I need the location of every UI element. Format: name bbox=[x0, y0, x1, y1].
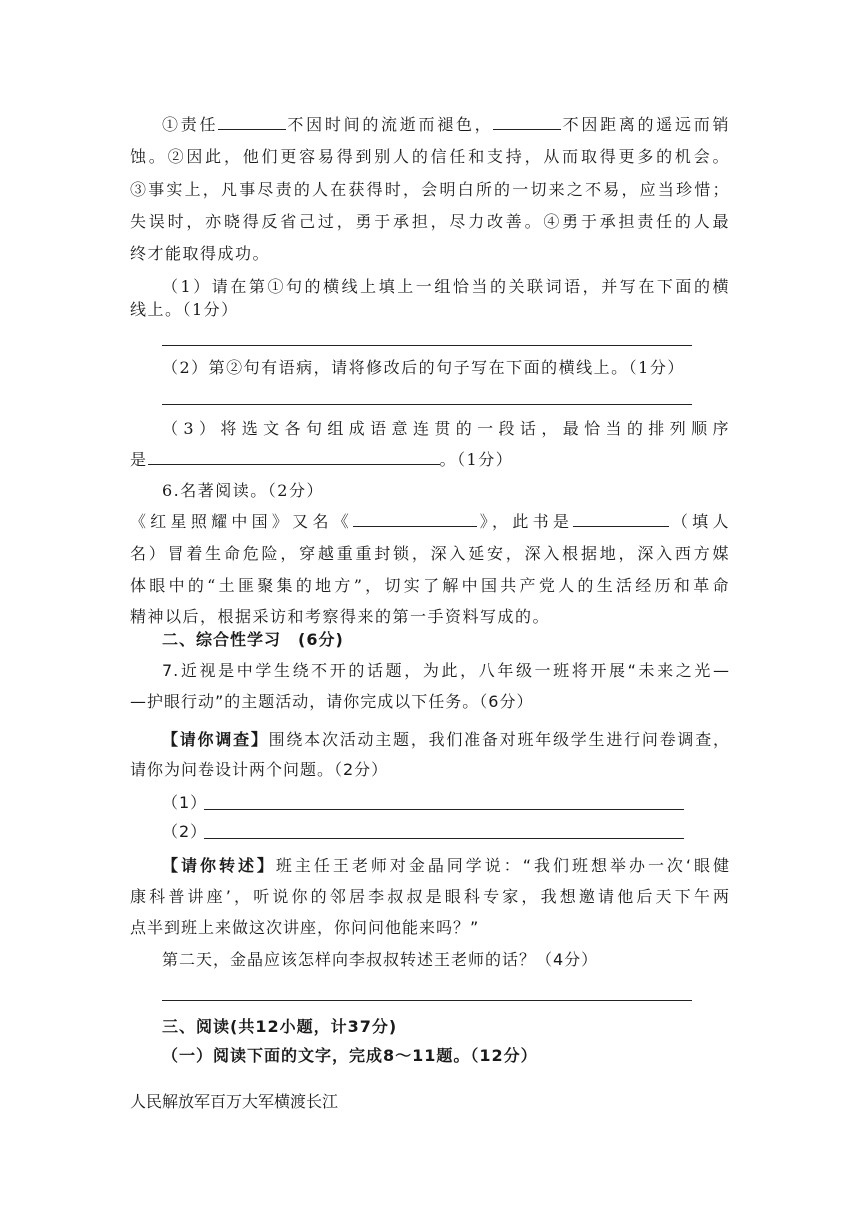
relay-question: 第二天，金晶应该怎样向李叔叔转述王老师的话？（4分） bbox=[162, 950, 599, 969]
question-6-text: 《红星照耀中国》又名《 bbox=[130, 512, 353, 531]
survey-task-line bbox=[162, 730, 730, 750]
sentence-1-start: ①责任 bbox=[162, 115, 219, 134]
answer-line-q2[interactable] bbox=[162, 404, 692, 405]
question-6-text: 》，此书是 bbox=[477, 512, 574, 531]
question-6-line: 名）冒着生命危险，穿越重重封锁，深入延安，深入根据地，深入西方媒 bbox=[130, 544, 730, 563]
article-title: 人民解放军百万大军横渡长江 bbox=[130, 1092, 339, 1111]
question-7-line: —护眼行动”的主题活动，请你完成以下任务。（6分） bbox=[130, 692, 534, 711]
relay-task-line: 点半到班上来做这次讲座，你问问他能来吗？” bbox=[130, 918, 480, 937]
answer-line-survey-2[interactable] bbox=[204, 838, 684, 839]
question-3-score: 。（1分） bbox=[439, 450, 514, 469]
section-2-title: 二、综合性学习 (6分) bbox=[162, 630, 344, 649]
survey-tag: 【请你调查】 bbox=[162, 730, 269, 749]
section-3-sub1: （一）阅读下面的文字，完成8～11题。（12分） bbox=[162, 1046, 538, 1065]
blank-order[interactable] bbox=[148, 449, 440, 465]
paragraph-line: 蚀。②因此，他们更容易得到别人的信任和支持，从而取得更多的机会。 bbox=[130, 147, 730, 166]
answer-line-survey-1[interactable] bbox=[204, 809, 684, 810]
blank-2[interactable] bbox=[493, 114, 561, 130]
question-6-line: 精神以后，根据采访和考察得来的第一手资料写成的。 bbox=[130, 607, 551, 626]
survey-item-2: （2） bbox=[162, 822, 208, 841]
blank-author[interactable] bbox=[573, 511, 669, 527]
survey-item-1: （1） bbox=[162, 793, 208, 812]
question-6-line: 体眼中的“土匪聚集的地方”，切实了解中国共产党人的生活经历和革命 bbox=[130, 576, 730, 595]
relay-task-line bbox=[162, 856, 730, 876]
blank-alt-title[interactable] bbox=[353, 511, 477, 527]
question-7-line: 7.近视是中学生绕不开的话题，为此，八年级一班将开展“未来之光— bbox=[162, 661, 730, 680]
question-6-title: 6.名著阅读。（2分） bbox=[162, 481, 324, 500]
paragraph-line: 失误时，亦晓得反省己过，勇于承担，尽力改善。④勇于承担责任的人最 bbox=[130, 212, 730, 231]
question-2: （2）第②句有语病，请将修改后的句子写在下面的横线上。（1分） bbox=[162, 358, 685, 377]
question-1-line: 线上。（1分） bbox=[130, 300, 239, 319]
sentence-1-mid: 不因时间的流逝而褪色， bbox=[286, 115, 494, 134]
relay-text: 班主任王老师对金晶同学说：“我们班想举办一次‘眼健 bbox=[275, 856, 730, 875]
paragraph-line: 终才能取得成功。 bbox=[130, 244, 271, 263]
question-6-line bbox=[130, 511, 730, 532]
relay-tag: 【请你转述】 bbox=[162, 856, 276, 875]
question-3-line bbox=[130, 449, 730, 470]
question-1-line: （1）请在第①句的横线上填上一组恰当的关联词语，并写在下面的横 bbox=[162, 277, 730, 296]
survey-task-line: 请你为问卷设计两个问题。（2分） bbox=[130, 760, 389, 779]
survey-text: 围绕本次活动主题，我们准备对班年级学生进行问卷调查， bbox=[268, 730, 730, 749]
answer-line-q1[interactable] bbox=[162, 345, 692, 346]
question-3-line: （3）将选文各句组成语意连贯的一段话，最恰当的排列顺序 bbox=[162, 419, 730, 438]
sentence-1-end: 不因距离的遥远而销 bbox=[561, 115, 730, 134]
question-6-text: （填人 bbox=[669, 512, 730, 531]
answer-line-relay[interactable] bbox=[162, 1000, 692, 1001]
paragraph-line: ③事实上，凡事尽责的人在获得时，会明白所的一切来之不易，应当珍惜； bbox=[130, 180, 730, 199]
blank-1[interactable] bbox=[218, 114, 286, 130]
paragraph-line bbox=[162, 114, 730, 135]
question-3-text: 是 bbox=[130, 450, 148, 469]
relay-task-line: 康科普讲座’，听说你的邻居李叔叔是眼科专家，我想邀请他后天下午两 bbox=[130, 887, 730, 906]
section-3-title: 三、阅读(共12小题，计37分) bbox=[162, 1017, 398, 1036]
